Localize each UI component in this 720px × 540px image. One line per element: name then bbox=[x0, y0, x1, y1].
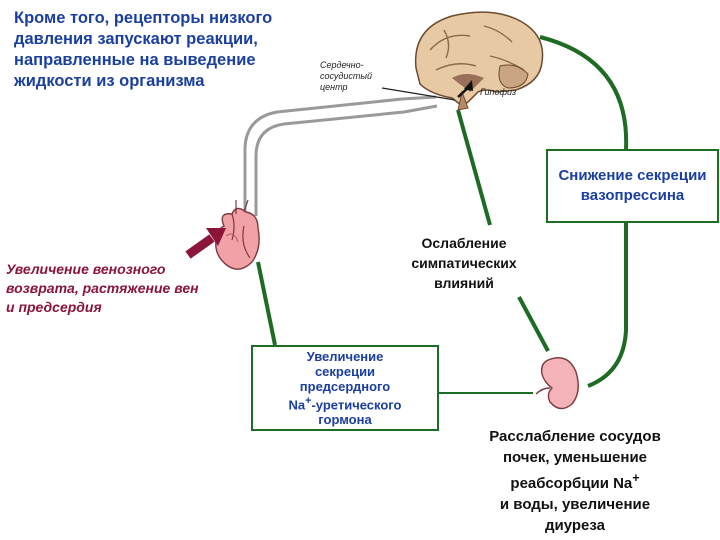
anp-line1: Увеличение bbox=[306, 348, 384, 364]
anp-line4-prefix: Na bbox=[288, 397, 306, 413]
venous-return-text: Увеличение венозного возврата, растяжение вен и предсердия bbox=[6, 261, 199, 315]
cardio-center-label: Сердечно-сосудистый центр bbox=[320, 60, 373, 92]
pituitary-label: Гипофиз bbox=[480, 87, 517, 97]
kidney-line1: Расслабление сосудов bbox=[489, 428, 661, 445]
intro-text: Кроме того, рецепторы низкого давления запускают реакции, направленные на выведение жидкости из организма bbox=[14, 9, 273, 90]
kidney-line3-prefix: реабсорбции Na bbox=[510, 475, 633, 492]
kidney-effect-text bbox=[470, 426, 680, 536]
anp-box bbox=[251, 345, 439, 431]
pathway-brain-to-symp bbox=[458, 110, 490, 225]
kidney-line3-sup: + bbox=[632, 471, 640, 485]
nerve-fiber-outer bbox=[245, 97, 436, 216]
anp-line4 bbox=[289, 394, 402, 412]
kidney-icon bbox=[536, 358, 578, 409]
anp-line3: предсердного bbox=[299, 378, 391, 394]
anp-line4-sup: + bbox=[305, 394, 312, 407]
anp-line2: секреции bbox=[314, 363, 376, 379]
anp-line4-suffix: -уретического bbox=[311, 397, 402, 413]
kidney-line2: почек, уменьшение bbox=[502, 449, 648, 466]
sympathetic-text: Ослабление симпатических влияний bbox=[411, 235, 517, 291]
vasopressin-box-text: Снижение секреции вазопрессина bbox=[558, 167, 707, 204]
kidney-line3 bbox=[470, 468, 680, 494]
pathway-symp-to-kidney bbox=[519, 297, 548, 351]
pathway-vasopressin-to-kidney bbox=[588, 223, 626, 386]
pathway-brain-to-vasopressin bbox=[540, 37, 626, 149]
vasopressin-box bbox=[546, 149, 719, 223]
anp-box-text bbox=[289, 349, 402, 427]
pathway-heart-to-anp bbox=[258, 262, 275, 345]
kidney-line4: и воды, увеличение bbox=[499, 496, 651, 513]
anp-line5: гормона bbox=[318, 412, 372, 428]
nerve-fiber-inner bbox=[256, 106, 437, 216]
kidney-line5: диуреза bbox=[545, 517, 605, 534]
